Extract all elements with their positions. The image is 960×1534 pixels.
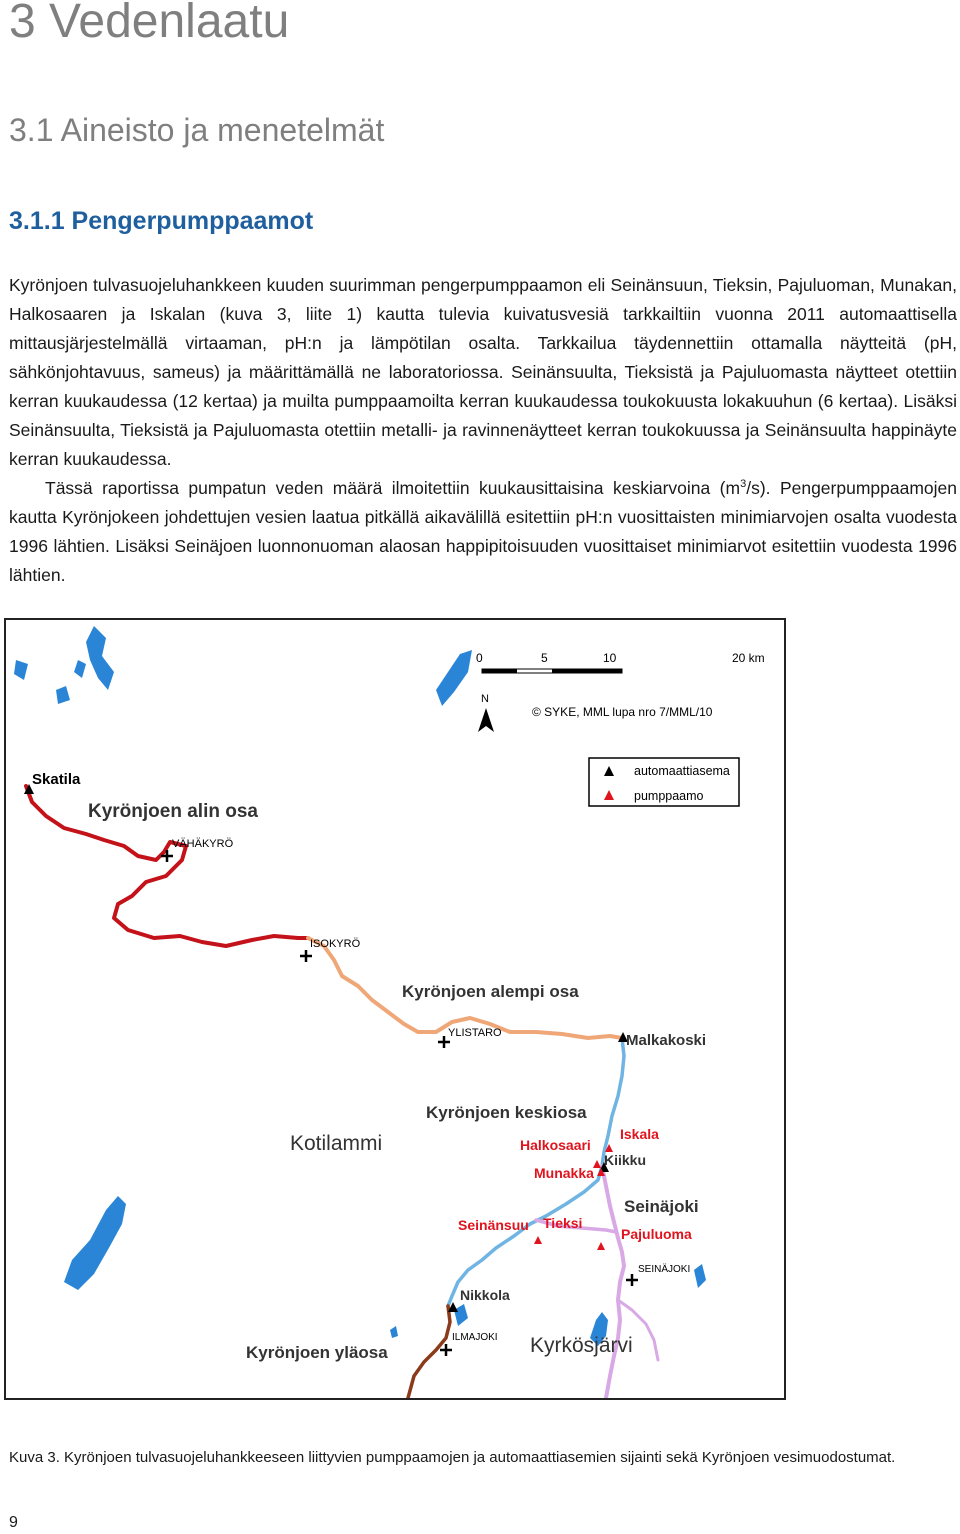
river-seinajoki	[602, 1166, 624, 1398]
label-kotilammi: Kotilammi	[290, 1132, 383, 1155]
lake-top-left	[86, 626, 114, 690]
lake-small-2	[390, 1326, 398, 1338]
subsection-heading: 3.1.1 Pengerpumppaamot	[9, 207, 314, 235]
label-kyrkosjarvi: Kyrkösjärvi	[530, 1334, 633, 1357]
scale-bar-segment-2	[552, 669, 622, 673]
north-arrow-icon	[478, 693, 494, 732]
label-alempi-osa: Kyrönjoen alempi osa	[402, 982, 579, 1001]
label-seinansuu: Seinänsuu	[458, 1217, 529, 1233]
label-malkakoski: Malkakoski	[626, 1032, 707, 1049]
north-label: N	[481, 693, 489, 705]
pump-tieksi-icon	[534, 1236, 542, 1244]
label-iskala: Iskala	[620, 1126, 659, 1142]
pump-pajuluoma-icon	[597, 1242, 605, 1250]
scale-tick-5: 5	[541, 651, 548, 665]
pump-halkosaari-icon	[593, 1160, 601, 1168]
map-copyright: © SYKE, MML lupa nro 7/MML/10	[532, 705, 713, 719]
town-isokyro-cross-icon	[300, 950, 312, 962]
lake-top-left-2	[14, 660, 28, 680]
scale-tick-10: 10	[603, 651, 617, 665]
label-pajuluoma: Pajuluoma	[621, 1226, 692, 1242]
scale-bar-segment-1	[482, 669, 517, 673]
lake-bottom-right	[694, 1264, 706, 1288]
label-seinajoki-town: SEINÄJOKI	[638, 1264, 691, 1275]
scale-bar	[476, 651, 765, 673]
label-vahakyro: VÄHÄKYRÖ	[172, 838, 234, 850]
label-kiikku: Kiikku	[604, 1152, 647, 1168]
lake-small-1	[454, 1304, 468, 1326]
label-ylistaro: YLISTARO	[448, 1027, 502, 1039]
page-number: 9	[9, 1514, 18, 1531]
lake-top-middle	[436, 650, 472, 706]
map-legend	[589, 758, 739, 806]
legend-pump-label: pumppaamo	[634, 789, 704, 803]
paragraph-1: Kyrönjoen tulvasuojeluhankkeen kuuden suurimman pengerpumppaamon eli Seinänsuun, Tieksin, Pajuluoman, Munakan, Halkosaaren ja Iskalan (kuva 3, liite 1) kautta tulevia kuivatusvesiä tarkkailtiin vuonna 2011 automaattisella mittausjärjestelmällä virtaaman, pH:n ja lämpötilan osalta. Tarkkailua täydennettiin ottamalla näytteitä (pH, sähkönjohtavuus, sameus) ja määrittämällä ne laboratoriossa. Seinänsuulta, Tieksistä ja Pajuluomasta näytteet otettiin kerran kuukaudessa (12 kertaa) ja muilta pumppaamoilta kerran kuukaudessa toukokuusta lokakuuhun (6 kertaa). Lisäksi Seinänsuulta, Tieksistä ja Pajuluomasta otettiin metalli- ja ravinnenäytteet kerran toukokuussa ja Seinänsuulta happinäyte kerran kuukaudessa.	[9, 275, 957, 469]
town-seinajoki-cross-icon	[626, 1274, 638, 1286]
figure-caption: Kuva 3. Kyrönjoen tulvasuojeluhankkeeseen liittyvien pumppaamojen ja automaattiasemien sijainti sekä Kyrönjoen vesimuodostumat.	[9, 1449, 896, 1466]
label-isokyro: ISOKYRÖ	[310, 938, 361, 950]
north-arrow-shape	[478, 708, 494, 732]
scale-tick-20: 20 km	[732, 651, 765, 665]
paragraph-2-text-a: Tässä raportissa pumpatun veden määrä ilmoitettiin kuukausittaisina keskiarvoina (m	[45, 478, 741, 498]
river-ylaosa	[408, 1306, 450, 1398]
lake-top-left-small	[74, 660, 86, 678]
map-labels	[32, 771, 706, 1362]
label-alin-osa: Kyrönjoen alin osa	[88, 801, 258, 822]
map-svg	[6, 620, 784, 1398]
legend-station-label: automaattiasema	[634, 764, 730, 778]
label-halkosaari: Halkosaari	[520, 1137, 591, 1153]
map-figure	[4, 618, 786, 1400]
paragraph-2-text-b: /s). Pengerpumppaamojen kautta Kyrönjokeen johdettujen vesien laatua pitkällä aikavälillä esitettiin pH:n vuosittaisten minimiarvojen osalta vuodesta 1996 lähtien. Lisäksi Seinäjoen luonnonuoman alaosan happipitoisuuden vuosittaiset minimiarvot esitettiin vuodesta 1996 lähtien.	[9, 478, 958, 585]
rivers	[26, 786, 658, 1398]
chapter-heading: 3 Vedenlaatu	[9, 0, 290, 48]
lake-middle-left	[64, 1196, 126, 1290]
section-heading: 3.1 Aineisto ja menetelmät	[9, 112, 385, 148]
label-keskiosa: Kyrönjoen keskiosa	[426, 1103, 587, 1122]
scale-tick-0: 0	[476, 651, 483, 665]
town-ilmajoki-cross-icon	[440, 1344, 452, 1356]
label-tieksi: Tieksi	[543, 1215, 583, 1231]
paragraph-2	[9, 474, 957, 590]
body-text	[9, 271, 957, 590]
lake-top-left-3	[56, 686, 70, 704]
label-ilmajoki: ILMAJOKI	[452, 1332, 498, 1343]
label-seinajoki-river: Seinäjoki	[624, 1197, 699, 1216]
label-munakka: Munakka	[534, 1165, 594, 1181]
label-ylaosa: Kyrönjoen yläosa	[246, 1343, 388, 1362]
label-skatila: Skatila	[32, 771, 81, 788]
label-nikkola: Nikkola	[460, 1287, 510, 1303]
superscript-3: 3	[740, 478, 747, 491]
